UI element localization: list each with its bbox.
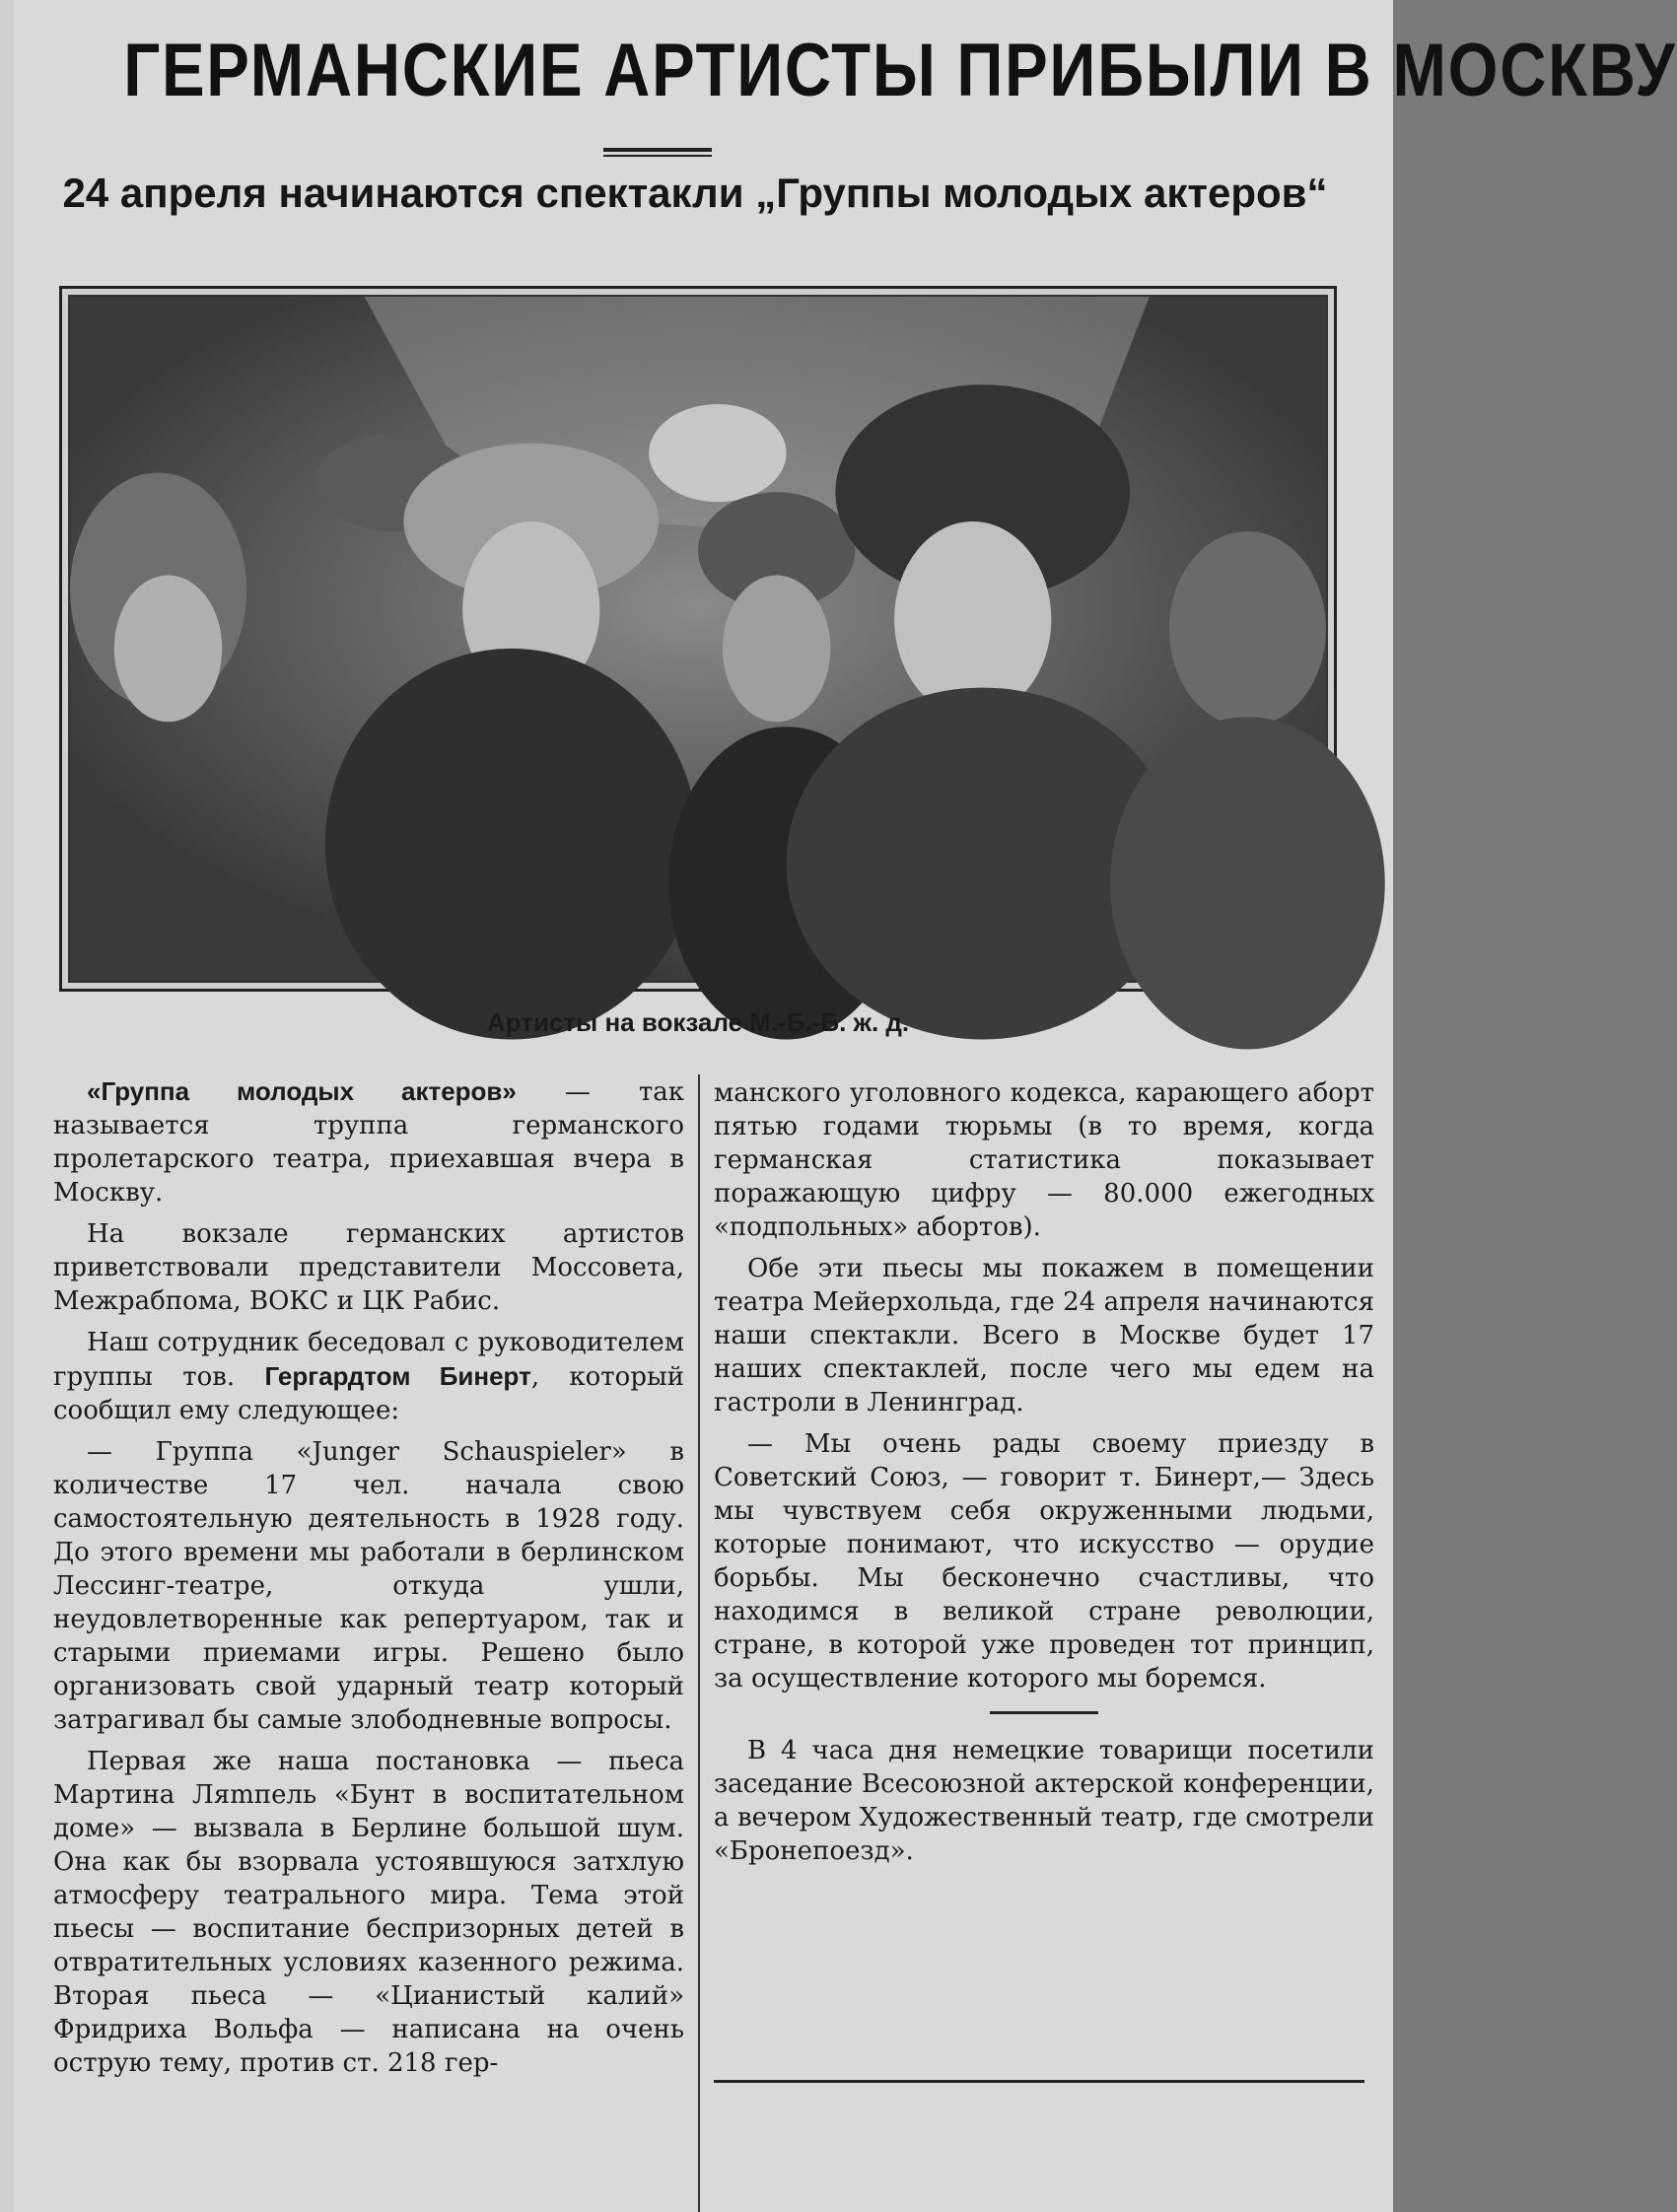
clipping-edge	[0, 0, 14, 2212]
group-name: «Группа молодых актеров»	[87, 1076, 517, 1106]
paragraph-text: — так называется труппа германского пролетарского театра, приехавшая вчера в Москву.	[53, 1077, 684, 1208]
paragraph: — Мы очень рады своему приезду в Советский Союз, — говорит т. Бинерт,— Здесь мы чувствуем себя окруженными людьми, которые понимают, что искусство — орудие борьбы. Мы бесконечно счастливы, что находимся в великой стране революции, стране, в которой уже проведен тот принцип, за осуществление которого мы боремся.	[714, 1429, 1374, 1694]
group-photo	[68, 295, 1328, 983]
paragraph: манского уголовного кодекса, карающего аборт пятью годами тюрьмы (в то время, когда германская статистика показывает поражающую цифру — 80.000 ежегодных «подпольных» абортов).	[714, 1078, 1374, 1242]
column-divider	[698, 1074, 700, 2212]
headline-rule-thin	[603, 155, 712, 157]
end-rule	[714, 2080, 1364, 2083]
paragraph-text: , который сообщил ему следующее:	[53, 1362, 684, 1425]
paragraph: Первая же наша постановка — пьеса Мартина Ляmпель «Бунт в воспитательном доме» — вызвала в Берлине большой шум. Она как бы взорвала устоявшуюся затхлую атмосферу театрального мира. Тема этой пьесы — воспитание беспризорных детей в отвратительных условиях казенного режима. Вторая пьеса — «Цианистый калий» Фридриха Вольфа — написана на очень острую тему, против ст. 218 гер-	[53, 1747, 684, 2078]
paragraph	[53, 1326, 684, 1427]
paragraph: — Группа «Junger Schauspieler» в количестве 17 чел. начала свою самостоятельную деятельность в 1928 году. До этого времени мы работали в берлинском Лессинг-театре, откуда ушли, неудовлетворенные как репертуаром, так и старыми приемами игры. Решено было организовать свой ударный театр который затрагивал бы самые злободневные вопросы.	[53, 1437, 684, 1735]
photo-caption: Артисты на вокзале М.-Б.-Б. ж. д.	[486, 1007, 910, 1037]
section-separator	[990, 1711, 1098, 1714]
paragraph	[53, 1074, 684, 1210]
paragraph-text: Наш сотрудник беседовал с руководителем группы тов.	[53, 1328, 684, 1392]
subheadline: 24 апреля начинаются спектакли „Группы молодых актеров“	[62, 170, 1328, 216]
person-name: Гергардтом Бинерт	[264, 1361, 531, 1391]
article-column-left	[53, 1074, 684, 2088]
headline: ГЕРМАНСКИЕ АРТИСТЫ ПРИБЫЛИ В МОСКВУ	[123, 29, 1677, 112]
paragraph: Обе эти пьесы мы покажем в помещении театра Мейерхольда, где 24 апреля начинаются наши спектакли. Всего в Москве будет 17 наших спектаклей, после чего мы едем на гастроли в Ленинград.	[714, 1254, 1374, 1417]
photo-frame	[59, 286, 1337, 992]
article-column-right	[714, 1076, 1374, 1876]
paragraph: На вокзале германских артистов приветствовали представители Моссовета, Межрабпома, ВОКС и ЦК Рабис.	[53, 1219, 684, 1316]
photo-illustration	[70, 297, 1326, 981]
paragraph: В 4 часа дня немецкие товарищи посетили заседание Всесоюзной актерской конференции, а вечером Художественный театр, где смотрели «Бронепоезд».	[714, 1736, 1374, 1866]
headline-rule	[603, 148, 712, 152]
